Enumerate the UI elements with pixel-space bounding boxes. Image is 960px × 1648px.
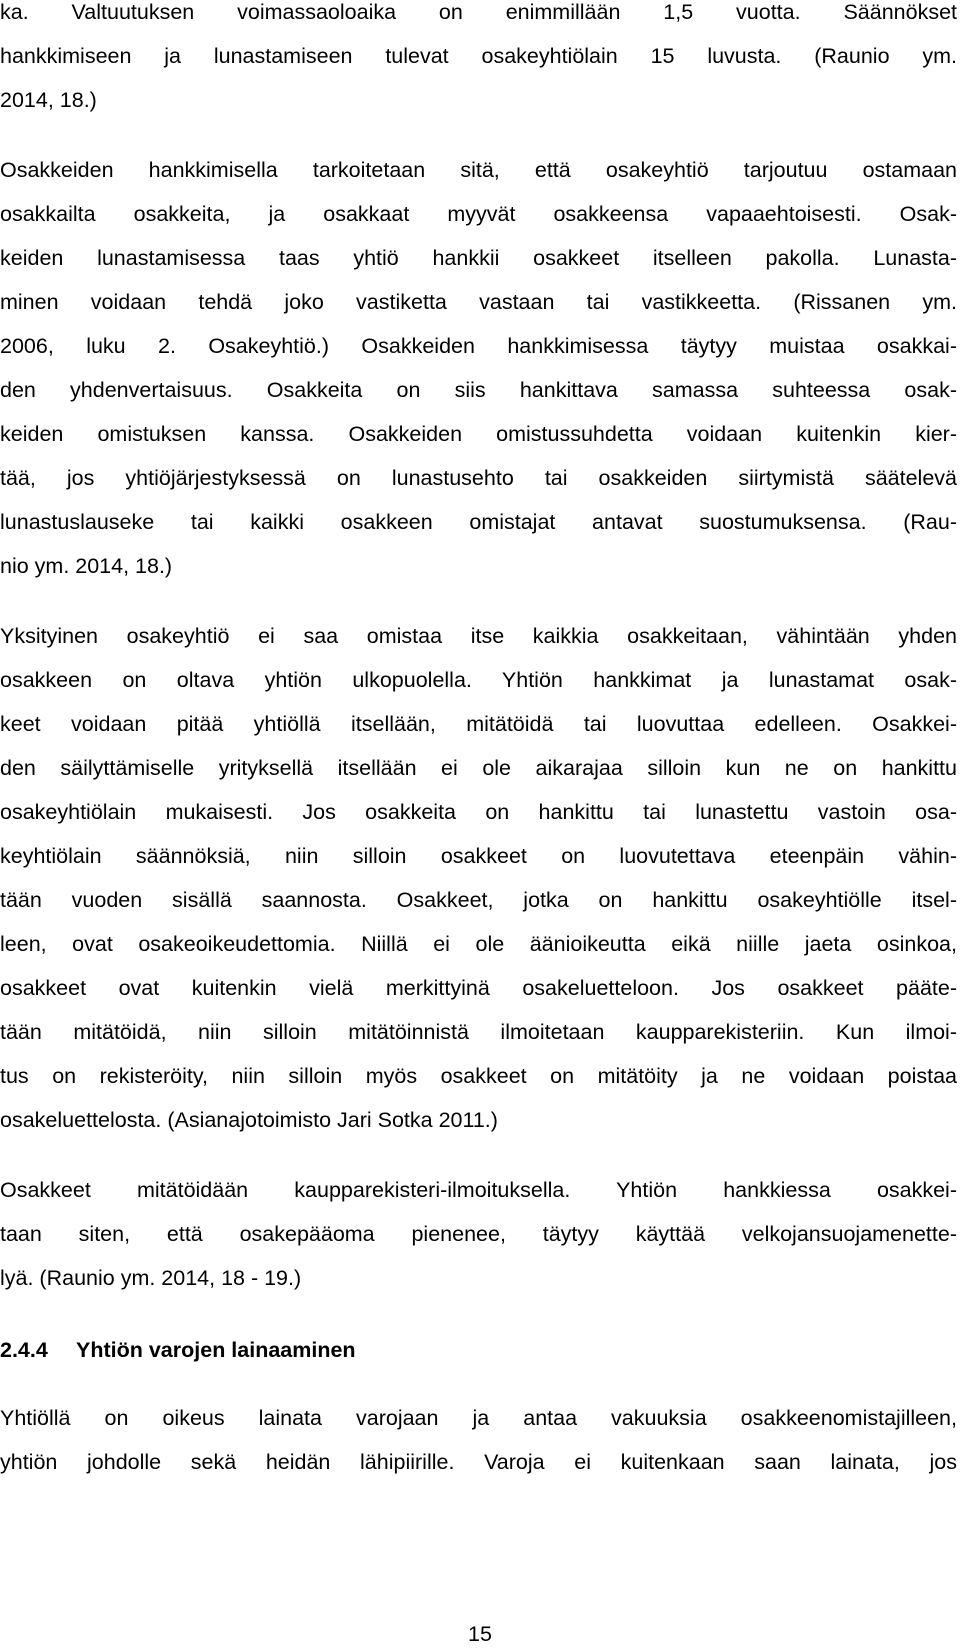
text-line: minen voidaan tehdä joko vastiketta vastaan tai vastikkeetta. (Rissanen ym.	[0, 290, 957, 314]
section-heading	[0, 1330, 957, 1370]
text-line: den säilyttämiselle yrityksellä itsellään ei ole aikarajaa silloin kun ne on hankittu	[0, 756, 957, 780]
text-line: keyhtiölain säännöksiä, niin silloin osakkeet on luovutettava eteenpäin vähin-	[0, 844, 957, 868]
text-line: taan siten, että osakepääoma pienenee, täytyy käyttää velkojansuojamenette-	[0, 1222, 957, 1246]
text-line: leen, ovat osakeoikeudettomia. Niillä ei ole äänioikeutta eikä niille jaeta osinkoa,	[0, 932, 957, 956]
text-line: keiden lunastamisessa taas yhtiö hankkii osakkeet itselleen pakolla. Lunasta-	[0, 246, 957, 270]
text-line: hankkimiseen ja lunastamiseen tulevat osakeyhtiölain 15 luvusta. (Raunio ym.	[0, 44, 957, 68]
text-line: Osakkeet mitätöidään kaupparekisteri-ilmoituksella. Yhtiön hankkiessa osakkei-	[0, 1178, 957, 1202]
text-line: Osakkeiden hankkimisella tarkoitetaan sitä, että osakeyhtiö tarjoutuu ostamaan	[0, 158, 957, 182]
text-line: osakkailta osakkeita, ja osakkaat myyvät osakkeensa vapaaehtoisesti. Osak-	[0, 202, 957, 226]
text-line: yhtiön johdolle sekä heidän lähipiirille. Varoja ei kuitenkaan saan lainata, jos	[0, 1450, 957, 1474]
text-line: keet voidaan pitää yhtiöllä itsellään, mitätöidä tai luovuttaa edelleen. Osakkei-	[0, 712, 957, 736]
text-line: tää, jos yhtiöjärjestyksessä on lunastusehto tai osakkeiden siirtymistä säätelevä	[0, 466, 957, 490]
text-line: tus on rekisteröity, niin silloin myös osakkeet on mitätöity ja ne voidaan poistaa	[0, 1064, 957, 1088]
text-line: lunastuslauseke tai kaikki osakkeen omistajat antavat suostumuksensa. (Rau-	[0, 510, 957, 534]
text-line: keiden omistuksen kanssa. Osakkeiden omistussuhdetta voidaan kuitenkin kier-	[0, 422, 957, 446]
text-line: osakeluettelosta. (Asianajotoimisto Jari Sotka 2011.)	[0, 1108, 498, 1132]
text-line: osakkeet ovat kuitenkin vielä merkittyinä osakeluetteloon. Jos osakkeet pääte-	[0, 976, 957, 1000]
section-title: Yhtiön varojen lainaaminen	[76, 1338, 356, 1362]
page-number: 15	[468, 1622, 492, 1646]
text-line: osakkeen on oltava yhtiön ulkopuolella. Yhtiön hankkimat ja lunastamat osak-	[0, 668, 957, 692]
text-line: tään mitätöidä, niin silloin mitätöinnistä ilmoitetaan kaupparekisteriin. Kun ilmoi-	[0, 1020, 957, 1044]
text-line: lyä. (Raunio ym. 2014, 18 - 19.)	[0, 1266, 302, 1290]
section-number: 2.4.4	[0, 1338, 48, 1362]
text-line: den yhdenvertaisuus. Osakkeita on siis hankittava samassa suhteessa osak-	[0, 378, 957, 402]
text-line: Yksityinen osakeyhtiö ei saa omistaa itse kaikkia osakkeitaan, vähintään yhden	[0, 624, 957, 648]
text-line: osakeyhtiölain mukaisesti. Jos osakkeita on hankittu tai lunastettu vastoin osa-	[0, 800, 957, 824]
text-line: ka. Valtuutuksen voimassaoloaika on enimmillään 1,5 vuotta. Säännökset	[0, 0, 957, 24]
text-line: 2006, luku 2. Osakeyhtiö.) Osakkeiden hankkimisessa täytyy muistaa osakkai-	[0, 334, 957, 358]
text-line: Yhtiöllä on oikeus lainata varojaan ja antaa vakuuksia osakkeenomistajilleen,	[0, 1406, 957, 1430]
text-line: tään vuoden sisällä saannosta. Osakkeet, jotka on hankittu osakeyhtiölle itsel-	[0, 888, 957, 912]
text-line: 2014, 18.)	[0, 88, 97, 112]
text-line: nio ym. 2014, 18.)	[0, 554, 173, 578]
